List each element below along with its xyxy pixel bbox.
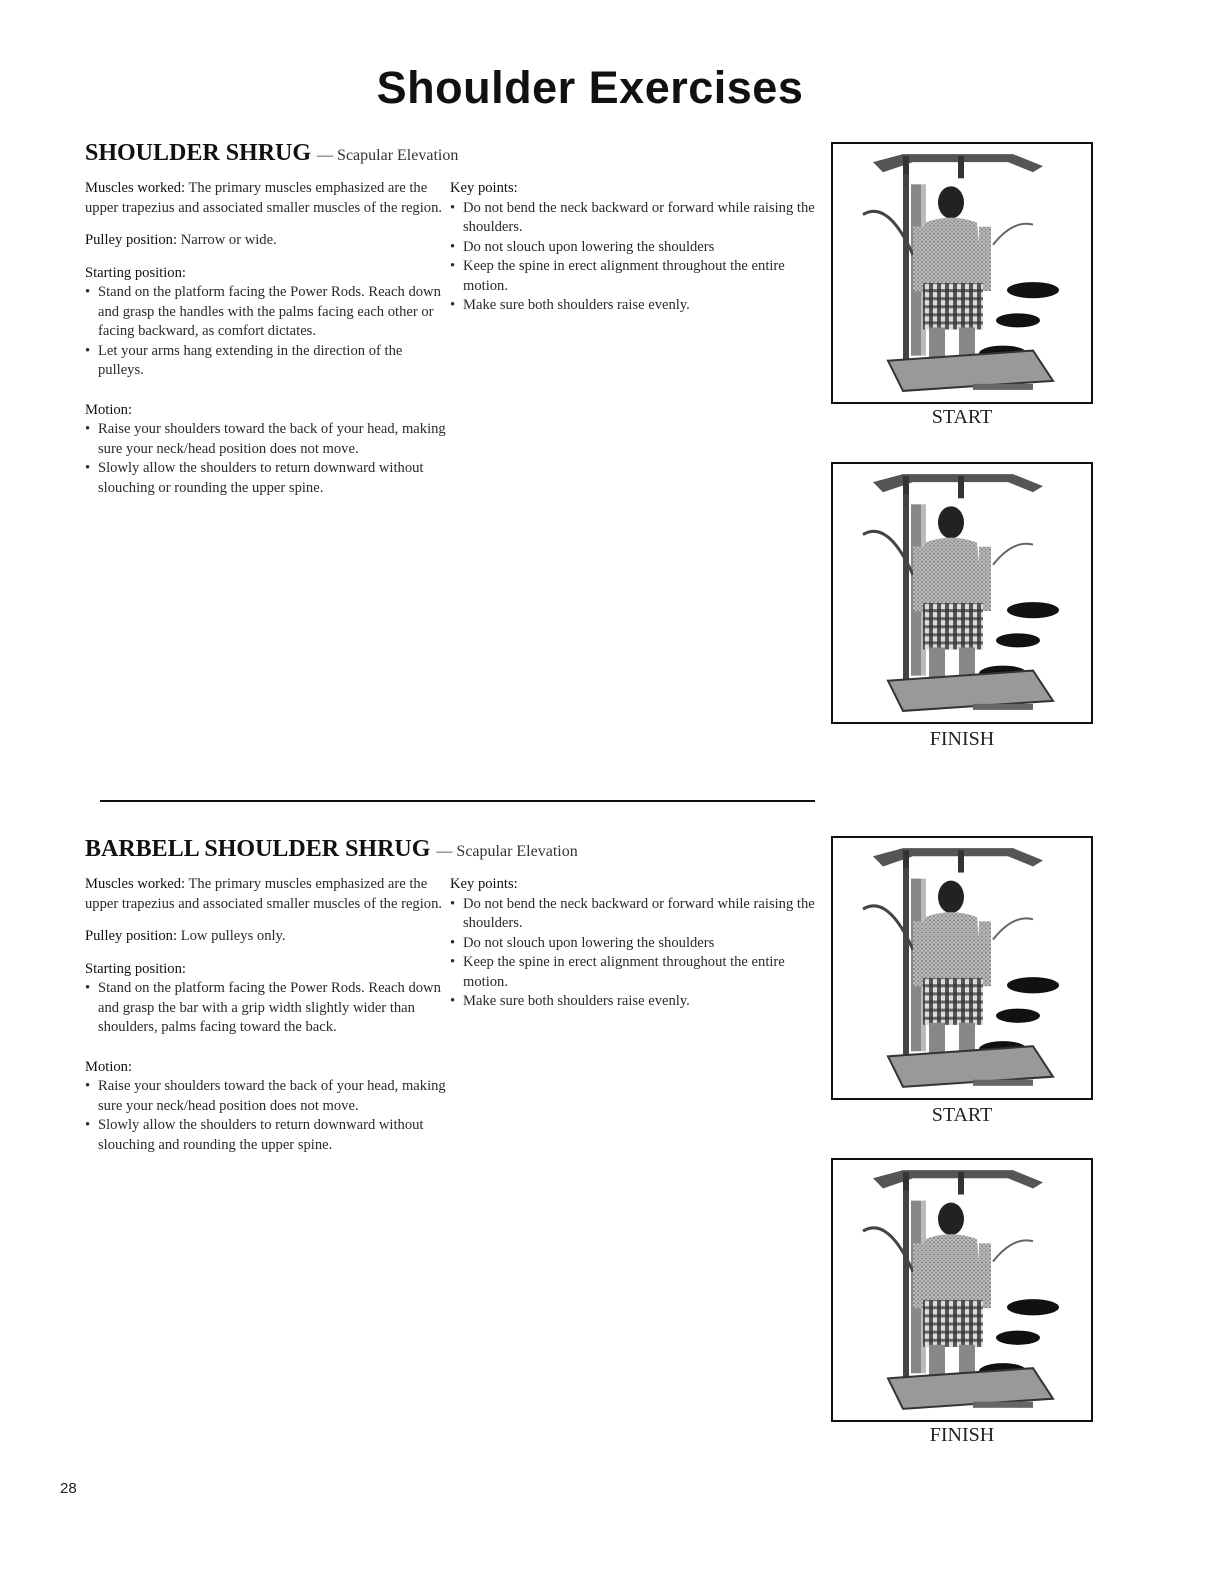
muscles-label: Muscles worked: (85, 180, 186, 196)
list-item: • Stand on the platform facing the Power Rods. Reach down and grasp the bar with a grip width slightly wider than shoulders, palms facing toward the back. (85, 979, 450, 1038)
finish-label: FINISH (929, 728, 995, 750)
key-points-label: Key points: (450, 876, 518, 892)
starting-label: Starting position: (85, 960, 186, 977)
finish-photo (831, 1158, 1093, 1422)
exercise-name: SHOULDER SHRUG (85, 140, 312, 166)
start-photo (831, 836, 1093, 1100)
exercise-barbell-shoulder-shrug (85, 836, 825, 1168)
start-photo (831, 142, 1093, 404)
exercise-name: BARBELL SHOULDER SHRUG (85, 836, 431, 862)
pulley-label: Pulley position: (85, 928, 178, 944)
section-divider (100, 800, 815, 802)
list-item: • Keep the spine in erect alignment throughout the entire motion. (450, 257, 820, 296)
muscles-text: The primary muscles emphasized are the upper trapezius and associated smaller muscles of the region. (85, 180, 443, 216)
page-title: Shoulder Exercises (376, 62, 804, 113)
key-points-label: Key points: (450, 180, 518, 196)
finish-label: FINISH (929, 1424, 995, 1446)
pulley-position (85, 231, 450, 251)
list-item: • Do not bend the neck backward or forward while raising the shoulders. (450, 199, 820, 238)
list-item: • Keep the spine in erect alignment throughout the entire motion. (450, 953, 820, 992)
pulley-label: Pulley position: (85, 232, 178, 248)
exercise-heading (85, 140, 825, 167)
exercise-shoulder-shrug (85, 140, 825, 511)
list-item: • Do not slouch upon lowering the shoulders (450, 238, 820, 258)
finish-photo (831, 462, 1093, 724)
muscles-worked (85, 179, 450, 218)
muscles-label: Muscles worked: (85, 876, 186, 892)
start-label: START (931, 1104, 993, 1126)
starting-label: Starting position: (85, 264, 186, 281)
list-item: • Slowly allow the shoulders to return downward without slouching and rounding the upper spine. (85, 1116, 450, 1155)
list-item: • Slowly allow the shoulders to return downward without slouching or rounding the upper spine. (85, 459, 450, 498)
motion (85, 401, 450, 499)
pulley-position (85, 927, 450, 947)
page-number: 28 (60, 1480, 77, 1497)
motion-label: Motion: (85, 1058, 133, 1075)
list-item: • Raise your shoulders toward the back of your head, making sure your neck/head position does not move. (85, 420, 450, 459)
list-item: • Let your arms hang extending in the direction of the pulleys. (85, 342, 450, 381)
list-item: • Do not bend the neck backward or forward while raising the shoulders. (450, 895, 820, 934)
muscles-text: The primary muscles emphasized are the upper trapezius and associated smaller muscles of the region. (85, 876, 443, 912)
list-item: • Make sure both shoulders raise evenly. (450, 992, 820, 1012)
exercise-subtitle: — Scapular Elevation (436, 843, 578, 860)
list-item: • Raise your shoulders toward the back of your head, making sure your neck/head position does not move. (85, 1077, 450, 1116)
key-points (450, 875, 820, 1168)
pulley-text: Low pulleys only. (180, 928, 286, 944)
key-points (450, 179, 820, 511)
exercise-subtitle: — Scapular Elevation (317, 147, 459, 164)
starting-position (85, 960, 450, 1038)
list-item: • Make sure both shoulders raise evenly. (450, 296, 820, 316)
muscles-worked (85, 875, 450, 914)
start-label: START (931, 406, 993, 428)
starting-position (85, 264, 450, 381)
exercise-heading (85, 836, 825, 863)
motion-label: Motion: (85, 401, 133, 418)
motion (85, 1058, 450, 1156)
list-item: • Stand on the platform facing the Power Rods. Reach down and grasp the handles with the palms facing each other or facing backward, as comfort dictates. (85, 283, 450, 342)
pulley-text: Narrow or wide. (180, 232, 277, 248)
list-item: • Do not slouch upon lowering the shoulders (450, 934, 820, 954)
